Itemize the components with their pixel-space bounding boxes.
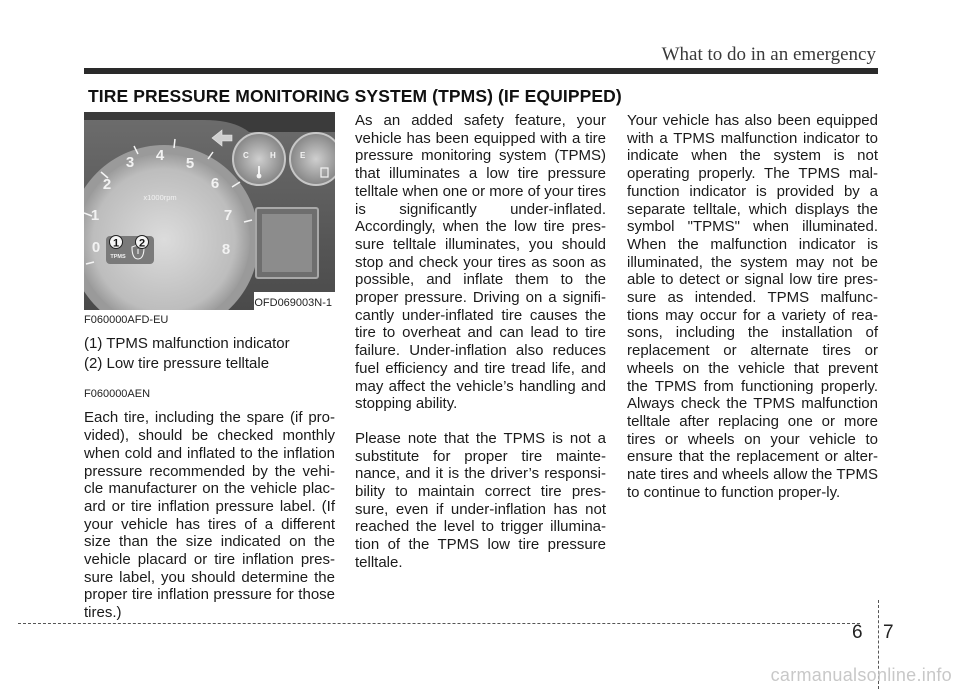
doc-code-1: F060000AFD-EU (84, 314, 169, 326)
tpms-telltale-text: TPMS (110, 254, 126, 260)
tach-number-6: 6 (210, 175, 220, 192)
caption-1: (1) TPMS malfunction indicator (84, 335, 290, 352)
right-column (627, 112, 878, 501)
section-title: TIRE PRESSURE MONITORING SYSTEM (TPMS) (IF EQUIPPED) (88, 86, 622, 106)
header-title: What to do in an emergency (661, 44, 876, 65)
watermark: carmanualsonline.info (770, 665, 952, 685)
tach-number-2: 2 (102, 176, 112, 193)
tach-number-7: 7 (223, 207, 233, 224)
svg-text:2: 2 (138, 237, 146, 250)
page-number: 7 (883, 622, 894, 643)
temp-gauge-h: H (270, 151, 276, 160)
tach-number-0: 0 (91, 239, 101, 256)
middle-column (355, 112, 606, 572)
tach-number-4: 4 (155, 147, 165, 164)
paragraph-tpms-note: Please note that the TPMS is not a substitute for proper tire mainte-nance, and it is the driver’s responsi-bility to maintain correct tire pres-sure, even if under-inflation has not reached the level to trigger illumina-tion of the TPMS low tire pressure telltale. (355, 429, 606, 571)
tach-number-5: 5 (185, 155, 195, 172)
info-display-screen (262, 214, 312, 272)
tach-unit: x1000rpm (143, 193, 177, 202)
paragraph-tpms-malfunction: Your vehicle has also been equipped with a TPMS malfunction indicator to indicate when the system is not operating properly. The TPMS mal-function indicator is provided by a separate telltale, which displays the symbol "TPMS" when illuminated. When the malfunction indicator is illuminated, the system may not be able to detect or signal low tire pres-sure as intended. TPMS malfunc-tions may occur for a variety of rea-sons, including the installation of replacement or alternate tires or wheels on the vehicle that prevent the TPMS from functioning properly. Always check the TPMS malfunction telltale after replacing one or more tires or wheels on your vehicle to ensure that the replacement or alter-nate tires and wheels allow the TPMS to continue to function proper-ly. (627, 112, 878, 501)
tach-number-8: 8 (221, 241, 231, 258)
footer-rule (18, 623, 860, 624)
temp-gauge-c: C (243, 151, 249, 160)
header-rule (84, 68, 878, 74)
section-number: 6 (852, 622, 863, 643)
left-column (84, 314, 335, 622)
paragraph-tire-check: Each tire, including the spare (if pro-vided), should be checked monthly when cold and inflated to the inflation pressure recommended by the vehi-cle manufacturer on the vehicle plac-ard or tire inflation pressure label. (If your vehicle has tires of a different size than the size indicated on the vehicle placard or tire inflation pres-sure label, you should determine the proper tire inflation pressure for those tires.) (84, 409, 335, 622)
doc-code-2: F060000AEN (84, 388, 151, 401)
paragraph-tpms-feature: As an added safety feature, your vehicle has been equipped with a tire pressure monitoring system (TPMS) that illuminates a low tire pressure telltale when one or more of your tires is significantly under-inflated. Accordingly, when the low tire pres-sure telltale illuminates, you should stop and check your tires as soon as possible, and inflate them to the proper pressure. Driving on a signifi-cantly under-inflated tire causes the tire to overheat and can lead to tire failure. Under-inflation also reduces fuel efficiency and tire tread life, and may affect the vehicle’s handling and stopping ability. (355, 112, 606, 413)
svg-text:1: 1 (112, 237, 120, 250)
tach-number-3: 3 (125, 154, 135, 171)
figure-code: OFD069003N-1 (254, 297, 332, 309)
caption-2: (2) Low tire pressure telltale (84, 354, 270, 372)
cluster-figure (84, 112, 335, 310)
fuel-gauge-e: E (300, 151, 306, 160)
tach-number-1: 1 (90, 207, 100, 224)
